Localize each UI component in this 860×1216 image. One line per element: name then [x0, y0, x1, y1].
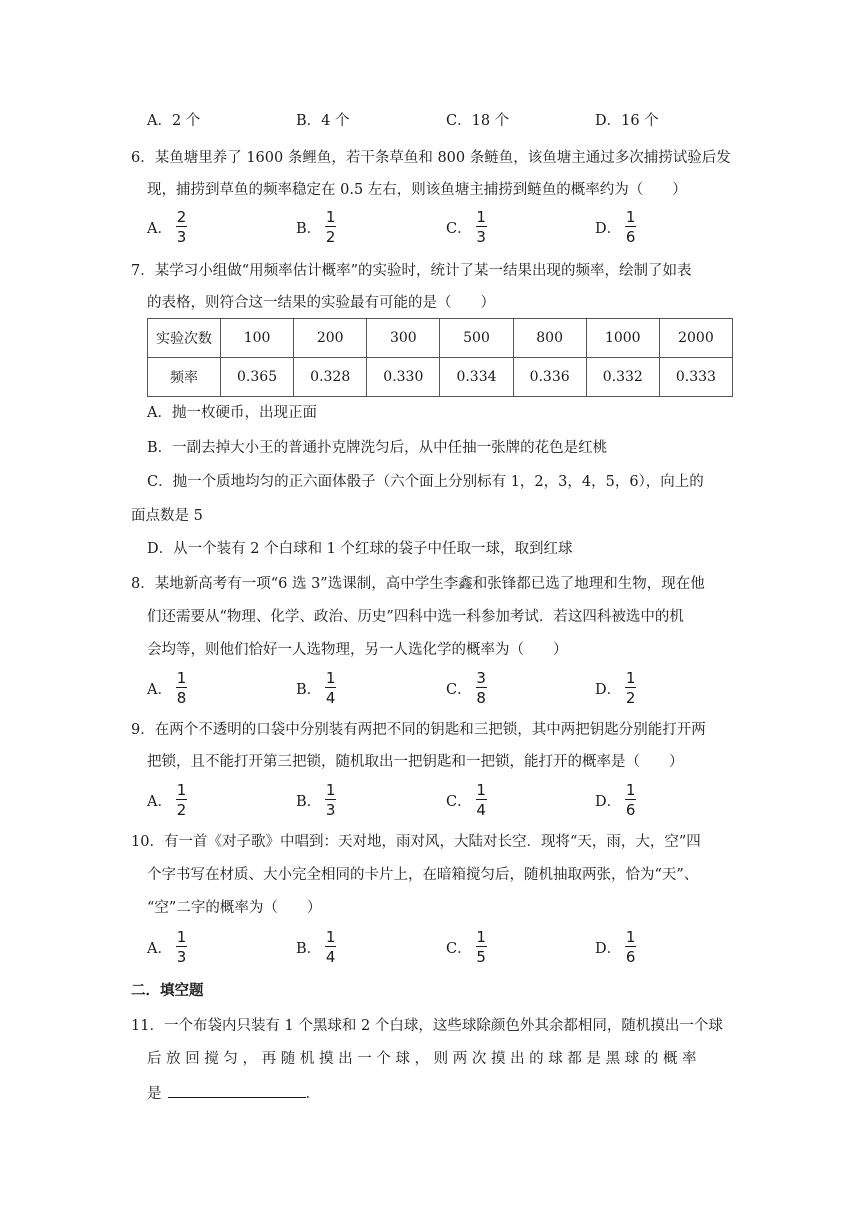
option-label: A．: [147, 793, 172, 810]
denominator: 8: [476, 689, 486, 707]
q10-stem-line1: 10．有一首《对子歌》中唱到：天对地，雨对风，大陆对长空．现将“天，雨，大，空”四: [131, 834, 701, 850]
q9-option-a: [147, 780, 187, 820]
option-label: D．: [595, 681, 622, 698]
option-label: D．: [595, 793, 622, 810]
q9-option-d: [595, 780, 636, 820]
frequency-table: [147, 318, 733, 397]
q6-option-c: [446, 207, 487, 247]
table-cell: 0.365: [221, 358, 294, 397]
denominator: 5: [476, 948, 486, 966]
q9-option-b: [296, 780, 336, 820]
fraction: [476, 782, 487, 818]
q11-suffix: ．: [305, 1086, 320, 1102]
q10-option-a: [147, 927, 187, 967]
table-cell: 0.336: [513, 358, 586, 397]
option-label: B．: [296, 793, 322, 810]
numerator: 1: [176, 669, 187, 687]
denominator: 6: [625, 948, 636, 966]
numerator: 1: [325, 208, 336, 226]
fraction: [476, 209, 487, 245]
table-cell: 0.328: [294, 358, 367, 397]
q8-option-d: [595, 668, 636, 708]
fraction: [625, 929, 636, 965]
q9-option-c: [446, 780, 487, 820]
option-label: A．: [147, 220, 172, 237]
q8-option-b: [296, 668, 336, 708]
numerator: 1: [176, 781, 187, 799]
table-cell: 100: [221, 319, 294, 358]
table-cell: 0.334: [440, 358, 513, 397]
q10-stem-line3: “空”二字的概率为（ ）: [147, 900, 322, 916]
q10-option-d: [595, 927, 636, 967]
q5-option-c: C．18 个: [446, 113, 510, 129]
numerator: 1: [476, 928, 486, 946]
q6-stem-line2: 现，捕捞到草鱼的频率稳定在 0.5 左右，则该鱼塘主捕捞到鲢鱼的概率约为（ ）: [147, 182, 687, 198]
fraction: [176, 782, 187, 818]
q11-prefix: 是: [147, 1086, 162, 1102]
option-label: C．: [446, 940, 472, 957]
table-row-header: 频率: [148, 358, 221, 397]
q7-stem-line2: 的表格，则符合这一结果的实验最有可能的是（ ）: [147, 295, 495, 311]
denominator: 4: [325, 689, 336, 707]
fraction: [625, 670, 636, 706]
q6-option-d: [595, 207, 636, 247]
fraction: [325, 209, 336, 245]
option-label: B．: [296, 220, 322, 237]
fraction: [325, 782, 336, 818]
q7-option-c-line2: 面点数是 5: [131, 508, 203, 524]
q11-stem-line2: 后 放 回 搅 匀 ， 再 随 机 摸 出 一 个 球 ， 则 两 次 摸 出 的 球 都 是 黑 球 的 概 率: [147, 1051, 697, 1067]
q10-stem-line2: 个字书写在材质、大小完全相同的卡片上，在暗箱搅匀后，随机抽取两张，恰为“天”、: [147, 867, 699, 883]
q7-option-d: D．从一个装有 2 个白球和 1 个红球的袋子中任取一球，取到红球: [147, 541, 573, 557]
fraction: [476, 670, 487, 706]
option-label: D．: [595, 940, 622, 957]
denominator: 3: [325, 801, 336, 819]
numerator: 1: [625, 928, 636, 946]
denominator: 3: [476, 228, 486, 246]
numerator: 1: [325, 669, 336, 687]
q5-option-a: A．2 个: [147, 113, 201, 129]
numerator: 1: [625, 208, 636, 226]
q8-option-a: [147, 668, 187, 708]
table-cell: 200: [294, 319, 367, 358]
table-cell: 500: [440, 319, 513, 358]
numerator: 1: [325, 928, 336, 946]
table-cell: 800: [513, 319, 586, 358]
denominator: 3: [176, 948, 187, 966]
q7-option-b: B．一副去掉大小王的普通扑克牌洗匀后，从中任抽一张牌的花色是红桃: [147, 440, 608, 456]
table-row-header: 实验次数: [148, 319, 221, 358]
fraction: [476, 929, 487, 965]
q6-option-b: [296, 207, 336, 247]
numerator: 3: [476, 669, 486, 687]
q5-option-b: B．4 个: [296, 113, 350, 129]
q11-stem-line3: [147, 1083, 320, 1104]
table-cell: 0.333: [659, 358, 732, 397]
q9-stem-line2: 把锁，且不能打开第三把锁，随机取出一把钥匙和一把锁，能打开的概率是（ ）: [147, 754, 684, 770]
option-label: C．: [446, 681, 472, 698]
option-label: D．: [595, 220, 622, 237]
q11-stem-line1: 11．一个布袋内只装有 1 个黑球和 2 个白球，这些球除颜色外其余都相同，随机摸出一个球: [131, 1018, 723, 1034]
section-title-fill-in: 二．填空题: [131, 982, 204, 999]
q8-stem-line2: 们还需要从“物理、化学、政治、历史”四科中选一科参加考试．若这四科被选中的机: [147, 609, 684, 625]
table-cell: 0.330: [367, 358, 440, 397]
fraction: [176, 209, 187, 245]
option-label: B．: [296, 940, 322, 957]
numerator: 1: [176, 928, 187, 946]
table-row: [148, 358, 733, 397]
fraction: [176, 929, 187, 965]
q5-option-d: D．16 个: [595, 113, 659, 129]
fraction: [625, 209, 636, 245]
q8-option-c: [446, 668, 487, 708]
q6-stem-line1: 6．某鱼塘里养了 1600 条鲤鱼，若干条草鱼和 800 条鲢鱼，该鱼塘主通过多次捕捞试验后发: [131, 150, 731, 166]
q9-stem-line1: 9．在两个不透明的口袋中分别装有两把不同的钥匙和三把锁，其中两把钥匙分别能打开两: [131, 722, 706, 738]
denominator: 2: [176, 801, 187, 819]
q6-option-a: [147, 207, 187, 247]
q7-stem-line1: 7．某学习小组做“用频率估计概率”的实验时，统计了某一结果出现的频率，绘制了如表: [131, 263, 692, 279]
denominator: 2: [325, 228, 336, 246]
table-cell: 1000: [586, 319, 659, 358]
numerator: 1: [625, 669, 636, 687]
q8-stem-line1: 8．某地新高考有一项“6 选 3”选课制，高中学生李鑫和张锋都已选了地理和生物，现在他: [131, 576, 705, 592]
fraction: [325, 929, 336, 965]
denominator: 3: [176, 228, 187, 246]
option-label: C．: [446, 220, 472, 237]
fraction: [325, 670, 336, 706]
denominator: 6: [625, 801, 636, 819]
table-row: [148, 319, 733, 358]
option-label: A．: [147, 940, 172, 957]
numerator: 1: [625, 781, 636, 799]
numerator: 1: [325, 781, 336, 799]
table-cell: 2000: [659, 319, 732, 358]
denominator: 4: [325, 948, 336, 966]
denominator: 2: [625, 689, 636, 707]
fraction: [625, 782, 636, 818]
q10-option-b: [296, 927, 336, 967]
denominator: 6: [625, 228, 636, 246]
q7-option-a: A．抛一枚硬币，出现正面: [147, 405, 317, 421]
q8-stem-line3: 会均等，则他们恰好一人选物理，另一人选化学的概率为（ ）: [147, 642, 568, 658]
table-cell: 300: [367, 319, 440, 358]
numerator: 1: [476, 208, 486, 226]
denominator: 4: [476, 801, 486, 819]
option-label: A．: [147, 681, 172, 698]
table-cell: 0.332: [586, 358, 659, 397]
denominator: 8: [176, 689, 187, 707]
numerator: 2: [176, 208, 187, 226]
option-label: B．: [296, 681, 322, 698]
q10-option-c: [446, 927, 487, 967]
q7-option-c-line1: C．抛一个质地均匀的正六面体骰子（六个面上分别标有 1，2，3，4，5，6），向上的: [147, 474, 704, 490]
option-label: C．: [446, 793, 472, 810]
answer-blank[interactable]: [168, 1083, 306, 1098]
numerator: 1: [476, 781, 486, 799]
fraction: [176, 670, 187, 706]
